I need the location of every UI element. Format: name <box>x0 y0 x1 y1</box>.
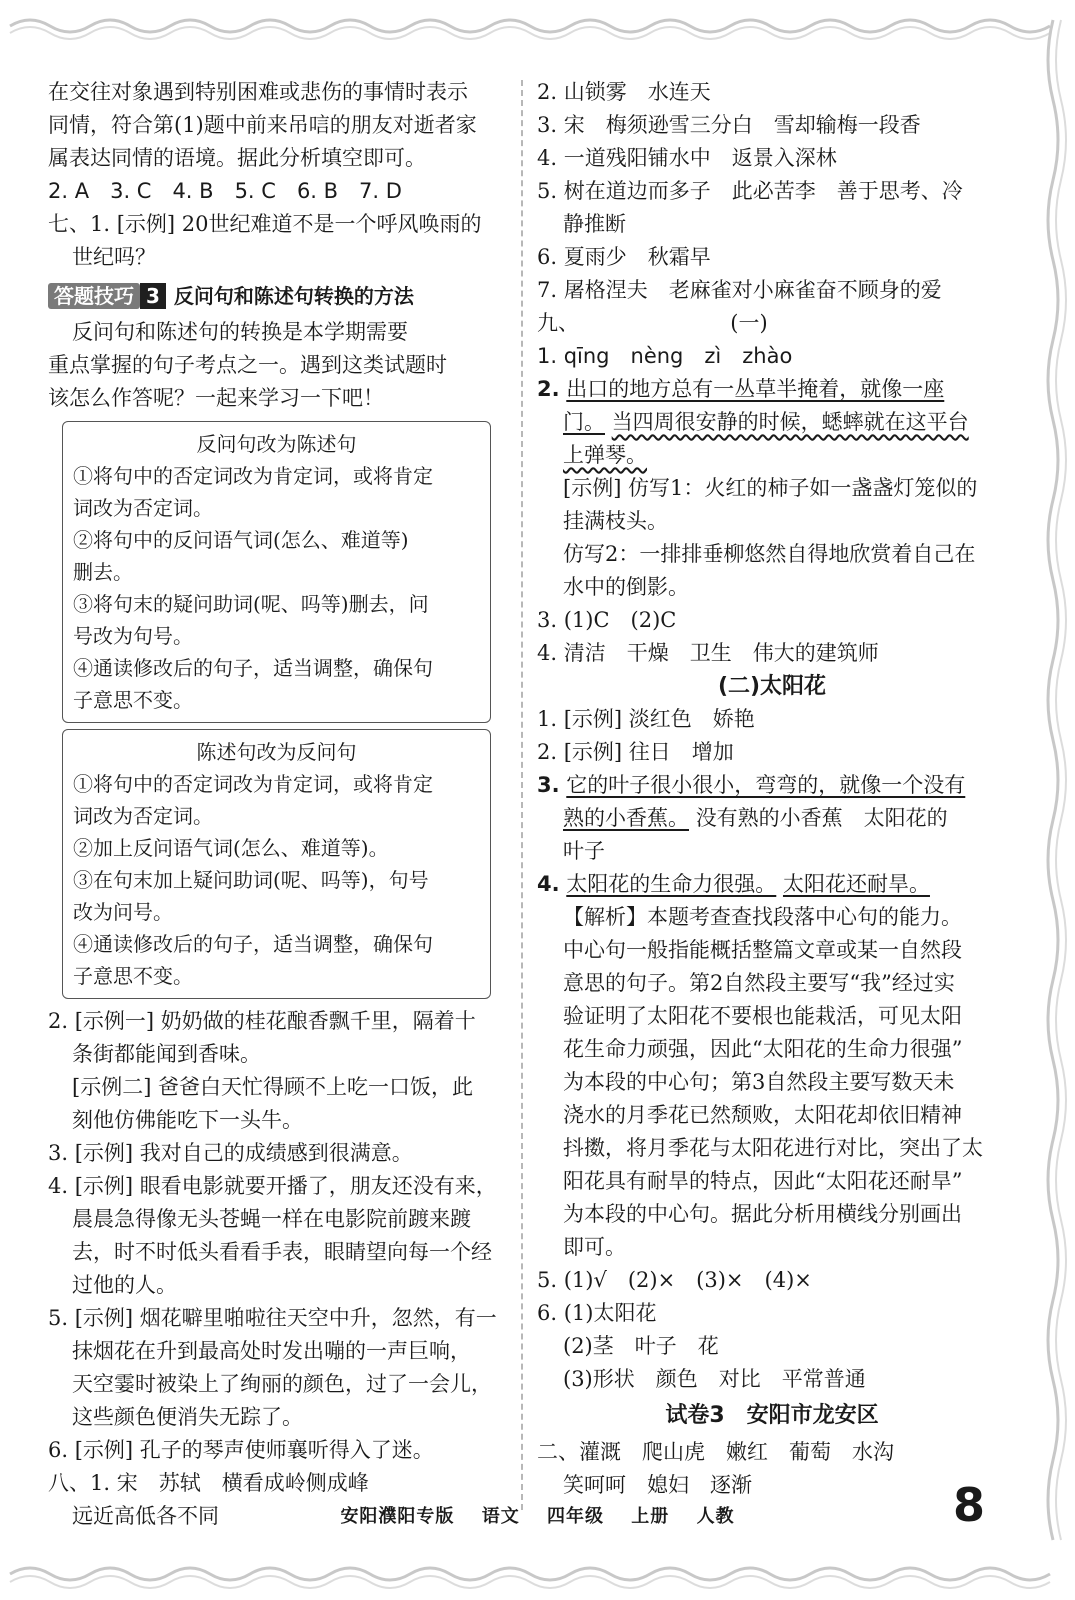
tip-paragraph: 重点掌握的句子考点之一。遇到这类试题时 <box>48 353 447 377</box>
box-line: 子意思不变。 <box>73 688 193 712</box>
box-line: ③将句末的疑问助词(呢、吗等)删去，问 <box>73 592 429 616</box>
answer-line: 4. 一道残阳铺水中 返景入深林 <box>537 146 837 170</box>
underlined-sentence: 太阳花还耐旱。 <box>782 872 930 896</box>
left-column <box>48 76 503 1533</box>
analysis-line: 抖擞，将月季花与太阳花进行对比，突出了太 <box>563 1136 983 1160</box>
text-line: 在交往对象遇到特别困难或悲伤的事情时表示 <box>48 80 468 104</box>
analysis-line: 为本段的中心句。据此分析用横线分别画出 <box>563 1202 962 1226</box>
answer-4: 4. [示例] 眼看电影就要开播了，朋友还没有来， <box>48 1174 497 1198</box>
tip-paragraph: 反问句和陈述句的转换是本学期需要 <box>72 320 408 344</box>
page-footer <box>0 1502 1075 1528</box>
decorative-top-border <box>0 0 1075 40</box>
answer-2-cont: [示例二] 爸爸白天忙得顾不上吃一口饭，此 <box>72 1075 474 1099</box>
box-line: ④通读修改后的句子，适当调整，确保句 <box>73 932 433 956</box>
answer-s5: 5. (1)√ (2)× (3)× (4)× <box>537 1268 812 1292</box>
example-line: 挂满枝头。 <box>563 509 668 533</box>
footer-volume: 上册 <box>631 1506 670 1527</box>
analysis-line: 中心句一般指能概括整篇文章或某一自然段 <box>563 938 962 962</box>
section-9-prefix: 九、 <box>537 311 579 335</box>
answer-5-cont: 这些颜色便消失无踪了。 <box>72 1405 303 1429</box>
answer-line-cont: 静推断 <box>563 212 626 236</box>
underlined-sentence: 太阳花的生命力很强。 <box>566 872 777 896</box>
method-box-declarative-to-rhetorical <box>62 729 491 999</box>
answer-9-2-cont <box>537 439 1007 472</box>
section-8-answer-cont: 远近高低各不同 <box>72 1504 219 1528</box>
answer-s6-cont: (2)茎 叶子 花 <box>563 1334 719 1358</box>
answer-4-cont: 过他的人。 <box>72 1273 177 1297</box>
box-line: ④通读修改后的句子，适当调整，确保句 <box>73 656 433 680</box>
text-line: 属表达同情的语境。据此分析填空即可。 <box>48 146 426 170</box>
answer-2: 2. [示例一] 奶奶做的桂花酿香飘千里，隔着十 <box>48 1009 476 1033</box>
answer-text: 没有熟的小香蕉 太阳花的 <box>695 806 948 830</box>
test-paper-title: 试卷3 安阳市龙安区 <box>665 1403 879 1428</box>
box-line: 删去。 <box>73 560 133 584</box>
analysis-line: 为本段的中心句；第3自然段主要写数天未 <box>563 1070 955 1094</box>
question-7-1: 七、1. [示例] 20世纪难道不是一个呼风唤雨的 <box>48 212 482 236</box>
footer-subject: 语文 <box>481 1506 520 1527</box>
section-8-answer: 八、1. 宋 苏轼 横看成岭侧成峰 <box>48 1471 369 1495</box>
answer-s3-cont: 叶子 <box>563 839 605 863</box>
right-column <box>537 76 1007 1502</box>
pinyin-answer: 1. qīng nèng zì zhào <box>537 344 793 368</box>
answer-s3-cont <box>537 802 1007 835</box>
box-line: ①将句中的否定词改为肯定词，或将肯定 <box>73 772 433 796</box>
answer-5-cont: 天空霎时被染上了绚丽的颜色，过了一会儿， <box>72 1372 492 1396</box>
tip-number-badge: 3 <box>140 283 166 309</box>
footer-publisher: 人教 <box>696 1506 735 1527</box>
example-line: [示例] 仿写1：火红的柿子如一盏盏灯笼似的 <box>563 476 978 500</box>
answer-s4 <box>537 868 1007 901</box>
box-line: 改为问号。 <box>73 900 173 924</box>
answer-s1: 1. [示例] 淡红色 娇艳 <box>537 707 755 731</box>
answer-9-3: 3. (1)C (2)C <box>537 608 677 632</box>
answer-5-cont: 抹烟花在升到最高处时发出嘣的一声巨响， <box>72 1339 471 1363</box>
box-line: ②将句中的反问语气词(怎么、难道等) <box>73 528 409 552</box>
text-line: 同情，符合第(1)题中前来吊唁的朋友对逝者家 <box>48 113 477 137</box>
question-number: 3. <box>537 773 560 797</box>
answer-line: 6. 夏雨少 秋霜早 <box>537 245 711 269</box>
answer-4-cont: 去，时不时低头看看手表，眼睛望向每一个经 <box>72 1240 492 1264</box>
decorative-right-border <box>1035 0 1075 1600</box>
footer-grade: 四年级 <box>547 1506 604 1527</box>
underlined-sentence: 它的叶子很小很小，弯弯的，就像一个没有 <box>566 773 966 797</box>
answer-s2: 2. [示例] 往日 增加 <box>537 740 734 764</box>
answer-5: 5. [示例] 烟花噼里啪啦往天空中升，忽然，有一 <box>48 1306 497 1330</box>
decorative-bottom-border <box>0 1560 1075 1600</box>
answer-line: 5. 树在道边而多子 此必苦李 善于思考、冷 <box>537 179 963 203</box>
tip-title: 反问句和陈述句转换的方法 <box>173 284 414 308</box>
box-line: 词改为否定词。 <box>73 496 213 520</box>
answer-s6: 6. (1)太阳花 <box>537 1301 657 1325</box>
footer-edition: 安阳濮阳专版 <box>340 1506 455 1527</box>
box-line: ③在句末加上疑问助词(呢、吗等)，句号 <box>73 868 429 892</box>
box-line: 词改为否定词。 <box>73 804 213 828</box>
box-line: ①将句中的否定词改为肯定词，或将肯定 <box>73 464 433 488</box>
answer-line: 2. 山锁雾 水连天 <box>537 80 711 104</box>
analysis-line: 浇水的月季花已然颓败，太阳花却依旧精神 <box>563 1103 962 1127</box>
box-line: ②加上反问语气词(怎么、难道等)。 <box>73 836 389 860</box>
test-answer-cont: 笑呵呵 媳妇 逐渐 <box>563 1473 752 1497</box>
underlined-sentence: 出口的地方总有一丛草半掩着，就像一座 <box>566 377 945 401</box>
answer-6: 6. [示例] 孔子的琴声使师襄听得入了迷。 <box>48 1438 434 1462</box>
example-line: 水中的倒影。 <box>563 575 689 599</box>
box-title: 陈述句改为反问句 <box>196 740 357 764</box>
section-9-heading <box>537 307 1007 340</box>
page-number: 8 <box>953 1478 986 1532</box>
box-line: 子意思不变。 <box>73 964 193 988</box>
example-line: 仿写2：一排排垂柳悠然自得地欣赏着自己在 <box>563 542 976 566</box>
answer-9-2-cont <box>537 406 1007 439</box>
wavy-underlined-sentence: 上弹琴。 <box>563 443 647 467</box>
underlined-sentence: 门。 <box>563 410 605 434</box>
analysis-line: 验证明了太阳花不要根也能栽活，可见太阳 <box>563 1004 962 1028</box>
question-number: 2. <box>537 377 560 401</box>
underlined-sentence: 熟的小香蕉。 <box>563 806 689 830</box>
answer-9-4: 4. 清洁 干燥 卫生 伟大的建筑师 <box>537 641 879 665</box>
subsection-title: (二)太阳花 <box>717 674 827 699</box>
test-answer: 二、灌溉 爬山虎 嫩红 葡萄 水沟 <box>537 1440 894 1464</box>
tip-label: 答题技巧 <box>48 283 140 309</box>
answer-s3 <box>537 769 1007 802</box>
question-7-1-cont: 世纪吗？ <box>72 245 156 269</box>
answer-4-cont: 晨晨急得像无头苍蝇一样在电影院前踱来踱 <box>72 1207 471 1231</box>
answer-s6-cont: (3)形状 颜色 对比 平常普通 <box>563 1367 866 1391</box>
analysis-line: 阳花具有耐旱的特点，因此“太阳花还耐旱” <box>563 1169 963 1193</box>
column-divider <box>521 80 523 1510</box>
answer-line: 7. 屠格涅夫 老麻雀对小麻雀奋不顾身的爱 <box>537 278 942 302</box>
box-line: 号改为句号。 <box>73 624 193 648</box>
box-title: 反问句改为陈述句 <box>196 432 357 456</box>
analysis-line: 花生命力顽强，因此“太阳花的生命力很强” <box>563 1037 963 1061</box>
answer-2-cont: 刻他仿佛能吃下一头牛。 <box>72 1108 303 1132</box>
answer-3: 3. [示例] 我对自己的成绩感到很满意。 <box>48 1141 413 1165</box>
analysis-line: 意思的句子。第2自然段主要写“我”经过实 <box>563 971 955 995</box>
answer-9-2 <box>537 373 1007 406</box>
wavy-underlined-sentence: 当四周很安静的时候，蟋蟀就在这平台 <box>611 410 969 434</box>
method-box-rhetorical-to-declarative <box>62 421 491 723</box>
analysis-line: 【解析】本题考查查找段落中心句的能力。 <box>563 905 962 929</box>
question-number: 4. <box>537 872 560 896</box>
answer-2-cont: 条街都能闻到香味。 <box>72 1042 261 1066</box>
section-9-subtitle: (一) <box>730 311 768 335</box>
answer-line: 2. A 3. C 4. B 5. C 6. B 7. D <box>48 179 402 203</box>
tip-paragraph: 该怎么作答呢？一起来学习一下吧！ <box>48 386 384 410</box>
answer-line: 3. 宋 梅须逊雪三分白 雪却输梅一段香 <box>537 113 921 137</box>
analysis-line: 即可。 <box>563 1235 626 1259</box>
tip-heading <box>48 278 503 314</box>
